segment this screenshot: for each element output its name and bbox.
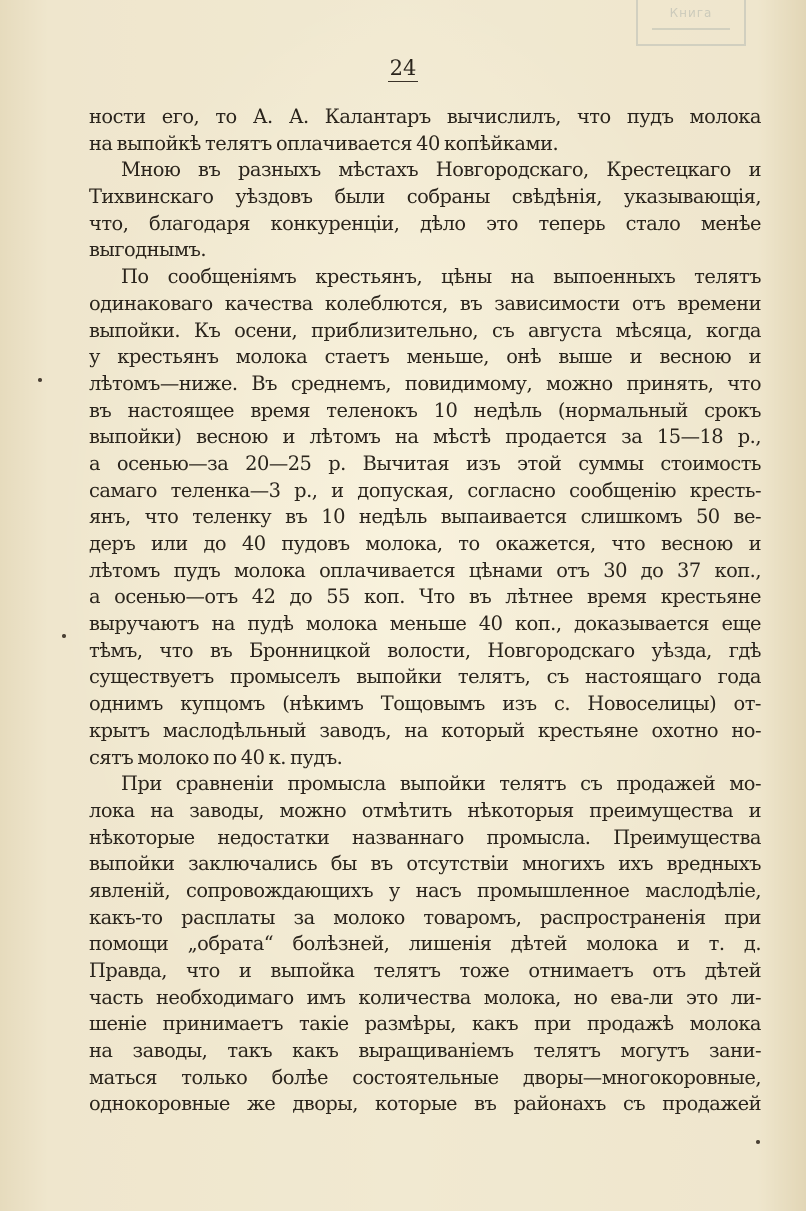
body-text [89, 104, 761, 1118]
text-line: одинаковаго качества колеблются, въ зависимости отъ времени [89, 291, 761, 315]
library-stamp [636, 0, 746, 46]
text-line: на заводы, такъ какъ выращиваніемъ телятъ могутъ зани- [89, 1039, 761, 1063]
text-line: а осенью—за 20—25 р. Вычитая изъ этой суммы стоимость [89, 451, 761, 475]
ink-speck [38, 378, 42, 382]
text-line: лѣтомъ пудъ молока оплачивается цѣнами отъ 30 до 37 коп., [89, 558, 761, 582]
text-line: лока на заводы, можно отмѣтить нѣкоторыя преимущества и [89, 798, 761, 822]
text-line: крытъ маслодѣльный заводъ, на который крестьяне охотно но- [89, 718, 761, 742]
text-line: существуетъ промыселъ выпойки телятъ, съ настоящаго года [89, 665, 761, 689]
text-line: однимъ купцомъ (нѣкимъ Тощовымъ изъ с. Новоселицы) от- [89, 692, 761, 716]
text-line: выпойки) весною и лѣтомъ на мѣстѣ продается за 15—18 р., [89, 425, 761, 449]
text-line: однокоровные же дворы, которые въ районахъ съ продажей [89, 1092, 761, 1116]
text-line: Тихвинскаго уѣздовъ были собраны свѣдѣнія, указывающія, [89, 185, 761, 209]
text-line: выгоднымъ. [89, 238, 207, 262]
text-line: а осенью—отъ 42 до 55 коп. Что въ лѣтнее время крестьяне [89, 585, 761, 609]
text-line: какъ-то расплаты за молоко товаромъ, распространенія при [89, 905, 761, 929]
text-line: на выпойкѣ телятъ оплачивается 40 копѣйками. [89, 131, 559, 155]
text-line: янъ, что теленку въ 10 недѣль выпаивается слишкомъ 50 ве- [89, 505, 761, 529]
text-line: деръ или до 40 пудовъ молока, то окажется, что весною и [89, 532, 761, 555]
text-line: помощи „обрата“ болѣзней, лишенія дѣтей молока и т. д. [89, 932, 761, 956]
text-line: маться только болѣе состоятельные дворы—многокоровные, [89, 1065, 761, 1089]
text-line: Мною въ разныхъ мѣстахъ Новгородскаго, Крестецкаго и [121, 158, 761, 182]
text-line: явленій, сопровождающихъ у насъ промышленное маслодѣліе, [89, 878, 761, 902]
page-number-text: 24 [389, 56, 417, 80]
text-line: Правда, что и выпойка телятъ тоже отнимаетъ отъ дѣтей [89, 959, 761, 982]
text-line: самаго теленка—3 р., и допуская, согласно сообщенію кресть- [89, 478, 761, 502]
ink-speck [62, 634, 66, 638]
text-line: что, благодаря конкуренціи, дѣло это теперь стало менѣе [89, 211, 761, 235]
stamp-divider [652, 28, 730, 30]
text-line: выпойки заключались бы въ отсутствіи многихъ ихъ вредныхъ [89, 852, 761, 876]
text-line: По сообщеніямъ крестьянъ, цѣны на выпоенныхъ телятъ [121, 265, 761, 289]
text-line: часть необходимаго имъ количества молока, но ева-ли это ли- [89, 985, 761, 1009]
stamp-text: Книга [669, 6, 713, 20]
text-line: нѣкоторые недостатки названнаго промысла. Преимущества [89, 825, 761, 849]
text-line: у крестьянъ молока стаетъ меньше, онѣ выше и весною и [89, 345, 761, 369]
ink-speck [756, 1140, 760, 1144]
text-line: въ настоящее время теленокъ 10 недѣль (нормальный срокъ [89, 398, 761, 422]
text-line: выручаютъ на пудѣ молока меньше 40 коп., доказывается еще [89, 612, 761, 636]
text-line: лѣтомъ—ниже. Въ среднемъ, повидимому, можно принять, что [89, 371, 761, 395]
text-line: При сравненіи промысла выпойки телятъ съ продажей мо- [121, 772, 761, 796]
text-line: сятъ молоко по 40 к. пудъ. [89, 745, 343, 769]
text-line: шеніе принимаетъ такіе размѣры, какъ при продажѣ молока [89, 1012, 761, 1036]
text-line: выпойки. Къ осени, приблизительно, съ августа мѣсяца, когда [89, 318, 761, 342]
text-line: тѣмъ, что въ Бронницкой волости, Новгородскаго уѣзда, гдѣ [89, 638, 761, 662]
text-line: ности его, то А. А. Калантаръ вычислилъ, что пудъ молока [89, 105, 761, 128]
page-number [0, 54, 806, 82]
